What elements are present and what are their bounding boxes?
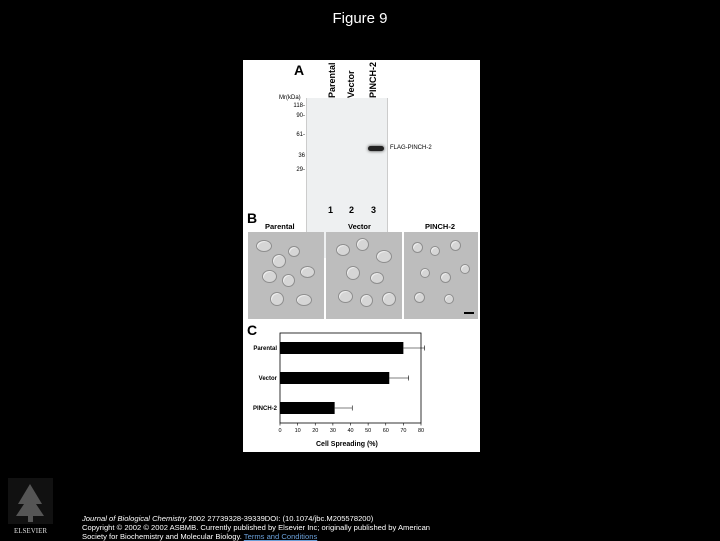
lane-label-vector: Vector	[346, 70, 356, 98]
x-tick-label: 80	[417, 428, 425, 434]
lane-number-2: 2	[349, 205, 355, 215]
band-label: FLAG-PINCH-2	[390, 145, 432, 151]
x-tick-label: 20	[312, 428, 319, 434]
x-axis-title: Cell Spreading (%)	[316, 441, 378, 448]
citation-society: Society for Biochemistry and Molecular Biology.	[82, 532, 244, 541]
mw-marker-61: 61-	[296, 132, 305, 138]
slide-title: Figure 9	[332, 10, 388, 27]
bar-pinch-2	[280, 402, 335, 414]
category-label: Parental	[253, 346, 277, 352]
micrograph-label-parental: Parental	[265, 222, 295, 231]
x-tick-label: 60	[382, 428, 389, 434]
mw-marker-118: 118-	[293, 103, 305, 109]
micrograph-pinch2	[404, 232, 478, 319]
micrograph-parental	[248, 232, 324, 319]
x-tick-label: 0	[278, 428, 282, 434]
terms-link[interactable]: Terms and Conditions	[243, 532, 318, 541]
citation	[82, 514, 542, 541]
category-label: Vector	[258, 376, 277, 382]
bar-vector	[280, 372, 389, 384]
citation-details: 2002 27739328-39339DOI: (10.1074/jbc.M205578200)	[186, 514, 374, 523]
mw-marker-36: 36	[298, 153, 305, 159]
category-label: PINCH-2	[252, 406, 277, 412]
micrograph-label-vector: Vector	[348, 222, 371, 231]
lane-label-parental: Parental	[327, 62, 337, 98]
mw-marker-29: 29-	[296, 167, 305, 173]
citation-copyright: Copyright © 2002 © 2002 ASBMB. Currently published by Elsevier Inc; originally published by American	[82, 523, 431, 532]
bar-parental	[280, 342, 403, 354]
mw-header: Mr(kDa)	[279, 95, 301, 101]
x-tick-label: 50	[365, 428, 372, 434]
lane-label-pinch2: PINCH-2	[368, 61, 378, 98]
blot-band-pinch2	[368, 146, 384, 151]
micrograph-vector	[326, 232, 402, 319]
elsevier-logo	[8, 478, 53, 536]
spreading-chart	[243, 325, 480, 435]
figure-panel	[243, 60, 480, 452]
x-tick-label: 30	[329, 428, 336, 434]
logo-text: ELSEVIER	[13, 527, 48, 535]
x-tick-label: 10	[294, 428, 301, 434]
panel-a-letter: A	[294, 62, 305, 78]
x-tick-label: 40	[347, 428, 354, 434]
panel-b-letter: B	[247, 210, 258, 226]
micrograph-label-pinch2: PINCH-2	[425, 222, 456, 231]
mw-marker-90: 90-	[296, 113, 305, 119]
lane-number-1: 1	[328, 205, 334, 215]
x-tick-label: 70	[400, 428, 407, 434]
citation-journal: Journal of Biological Chemistry	[82, 514, 187, 523]
scale-bar	[464, 312, 474, 314]
lane-number-3: 3	[371, 205, 377, 215]
panel-c-letter: C	[247, 322, 258, 338]
